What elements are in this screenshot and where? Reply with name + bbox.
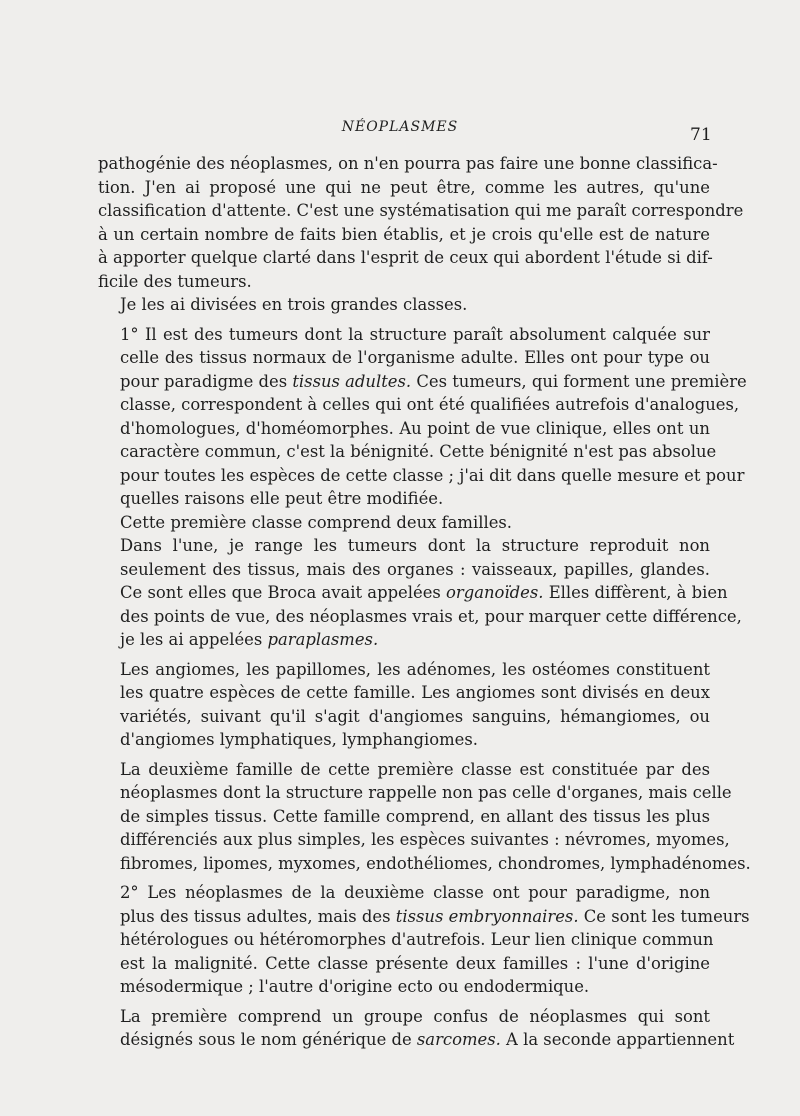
text-run: seulement des tissus, mais des organes : vaisseaux, papilles, glandes. [120, 559, 710, 579]
text-line [120, 346, 710, 370]
text-run: Les angiomes, les papillomes, les adénomes, les ostéomes constituent [120, 659, 710, 679]
italic-term: tissus adultes. [292, 371, 412, 391]
text-run: différenciés aux plus simples, les espèces suivantes : névromes, myomes, [120, 830, 730, 849]
text-run: à apporter quelque clarté dans l'esprit de ceux qui abordent l'étude si dif- [98, 248, 713, 267]
text-run: désignés sous le nom générique de [120, 1030, 417, 1049]
paragraph [98, 534, 742, 652]
text-line [120, 628, 710, 652]
text-run: de simples tissus. Cette famille comprend, en allant des tissus les plus [120, 806, 710, 826]
text-run: pour toutes les espèces de cette classe ; j'ai dit dans quelle mesure et pour [120, 465, 745, 485]
text-run: Ce sont les tumeurs [578, 906, 750, 926]
text-run: La deuxième famille de cette première classe est constituée par des [120, 759, 710, 779]
text-line [120, 581, 728, 605]
text-run: des points de vue, des néoplasmes vrais et, pour marquer cette différence, [120, 606, 742, 626]
text-run: néoplasmes dont la structure rappelle non pas celle d'organes, mais celle [120, 783, 732, 802]
paragraph [98, 152, 744, 293]
paragraph [98, 758, 751, 876]
text-line [98, 246, 713, 270]
italic-term: sarcomes. [416, 1030, 501, 1049]
text-run: 2° Les néoplasmes de la deuxième classe ont pour paradigme, non [120, 883, 710, 902]
text-line [120, 705, 710, 729]
text-line [120, 417, 710, 441]
text-line [98, 199, 744, 223]
text-run: Je les ai divisées en trois grandes classes. [120, 295, 468, 314]
italic-term: tissus embryonnaires. [395, 906, 579, 926]
text-line [120, 952, 710, 976]
text-run: pathogénie des néoplasmes, on n'en pourra pas faire une bonne classifica- [98, 154, 718, 173]
body-text [98, 152, 751, 1052]
text-line [120, 487, 710, 511]
text-run: tion. J'en ai proposé une qui ne peut être, comme les autres, qu'une [98, 177, 710, 197]
text-run: je les ai appelées [120, 630, 268, 649]
text-line [120, 393, 740, 417]
text-run: Ce sont elles que Broca avait appelées [120, 583, 447, 602]
text-run: d'angiomes lymphatiques, lymphangiomes. [120, 730, 478, 749]
text-line [120, 881, 710, 905]
text-run: plus des tissus adultes, mais des [120, 906, 396, 926]
text-run: hétérologues ou hétéromorphes d'autrefois. Leur lien clinique commun [120, 930, 714, 949]
text-run: est la malignité. Cette classe présente deux familles : l'une d'origine [120, 953, 710, 973]
text-run: les quatre espèces de cette famille. Les angiomes sont divisés en deux [120, 683, 710, 702]
italic-term: paraplasmes. [267, 630, 379, 649]
text-line [120, 928, 714, 952]
text-run: Ces tumeurs, qui forment une première [411, 371, 747, 391]
paragraph [98, 293, 710, 317]
text-run: La première comprend un groupe confus de néoplasmes qui sont [120, 1006, 710, 1026]
text-run: mésodermique ; l'autre d'origine ecto ou endodermique. [120, 977, 590, 996]
paragraph [98, 511, 710, 535]
italic-term: organoïdes. [446, 583, 544, 602]
text-run: 1° Il est des tumeurs dont la structure paraît absolument calquée sur [120, 324, 710, 344]
text-run: pour paradigme des [120, 371, 293, 391]
text-line [120, 511, 710, 535]
text-run: Dans l'une, je range les tumeurs dont la structure reproduit non [120, 536, 710, 555]
text-line [120, 440, 717, 464]
text-line [120, 534, 710, 558]
text-run: à un certain nombre de faits bien établis, et je crois qu'elle est de nature [98, 224, 710, 244]
text-run: ficile des tumeurs. [98, 271, 252, 291]
paragraph [98, 881, 750, 999]
text-line [120, 905, 750, 929]
text-line [120, 828, 730, 852]
text-line [120, 464, 745, 488]
running-title: NÉOPLASMES [341, 119, 459, 135]
text-run: A la seconde appartiennent [500, 1030, 735, 1049]
text-line [98, 152, 718, 176]
text-line [120, 758, 710, 782]
text-line [120, 975, 710, 999]
text-line [98, 270, 710, 294]
text-run: Elles diffèrent, à bien [543, 583, 728, 602]
text-run: variétés, suivant qu'il s'agit d'angiomes sanguins, hémangiomes, ou [120, 706, 710, 726]
text-run: fibromes, lipomes, myxomes, endothéliomes, chondromes, lymphadénomes. [120, 853, 751, 873]
text-line [120, 558, 710, 582]
text-line [120, 852, 751, 876]
text-line [120, 370, 747, 394]
paragraph [98, 658, 710, 752]
text-run: Cette première classe comprend deux familles. [120, 512, 513, 532]
text-line [120, 781, 732, 805]
text-line [120, 1028, 735, 1052]
text-run: caractère commun, c'est la bénignité. Cette bénignité n'est pas absolue [120, 442, 717, 461]
text-line [120, 323, 710, 347]
text-line [120, 681, 710, 705]
text-run: quelles raisons elle peut être modifiée. [120, 489, 444, 508]
text-line [120, 658, 710, 682]
text-run: classe, correspondent à celles qui ont été qualifiées autrefois d'analogues, [120, 395, 740, 414]
text-line [120, 605, 742, 629]
text-line [98, 176, 710, 200]
text-run: classification d'attente. C'est une systématisation qui me paraît correspondre [98, 201, 744, 220]
text-line [120, 805, 710, 829]
text-line [120, 293, 710, 317]
text-run: d'homologues, d'homéomorphes. Au point de vue clinique, elles ont un [120, 418, 710, 438]
paragraph [98, 323, 747, 511]
paragraph [98, 1005, 735, 1052]
text-line [120, 728, 710, 752]
text-line [120, 1005, 710, 1029]
text-run: celle des tissus normaux de l'organisme adulte. Elles ont pour type ou [120, 348, 710, 367]
text-line [98, 223, 710, 247]
page-number: 71 [690, 125, 712, 145]
